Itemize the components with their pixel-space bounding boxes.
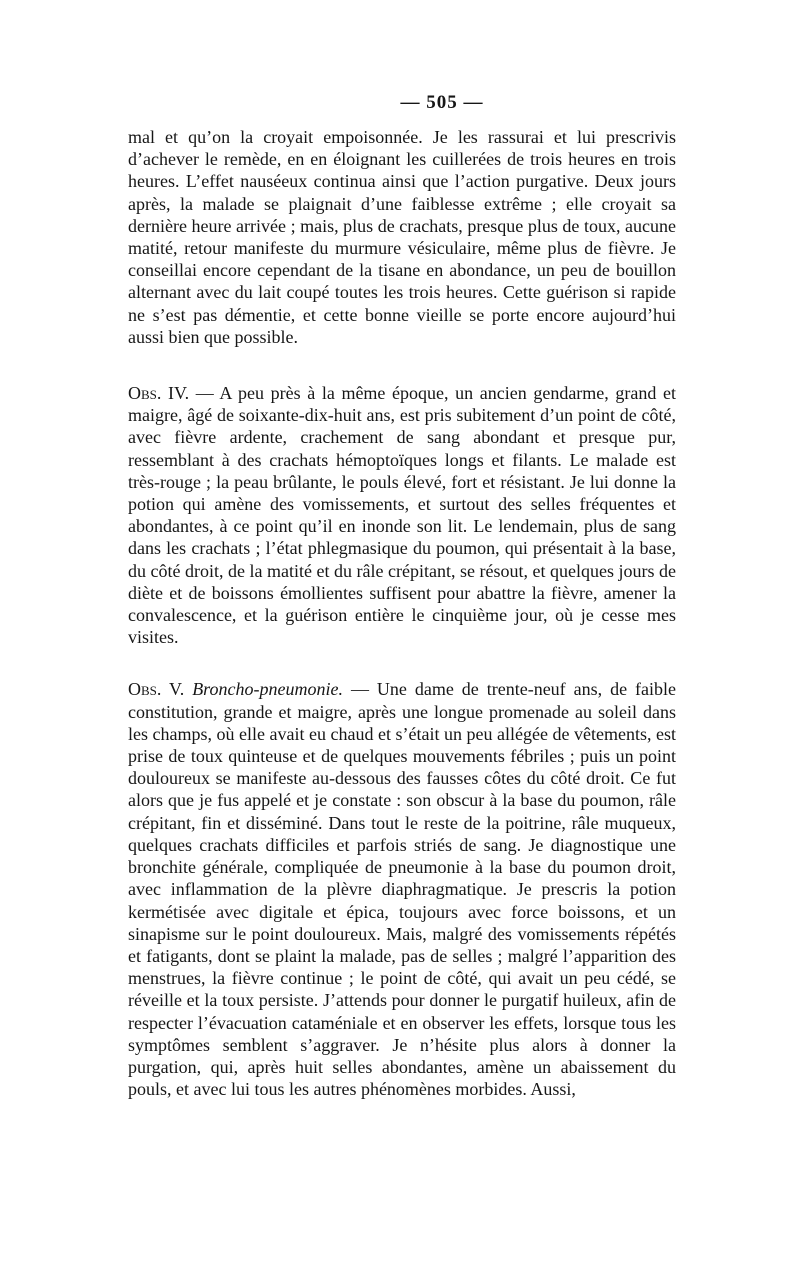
paragraph-continuation: mal et qu’on la croyait empoisonnée. Je les rassurai et lui prescrivis d’achever le remède, en en éloignant les cuillerées de trois heures en trois heures. L’effet nauséeux continua ainsi que l’action purgative. Deux jours après, la malade se plaignait d’une faiblesse extrême ; elle croyait sa dernière heure arrivée ; mais, plus de crachats, presque plus de toux, aucune matité, retour manifeste du murmure vésiculaire, même plus de fièvre. Je conseillai encore cependant de la tisane en abondance, un peu de bouillon alternant avec du lait coupé toutes les trois heures. Cette guérison si rapide ne s’est pas démentie, et cette bonne vieille se porte encore aujourd’hui aussi bien que possible. xyxy=(128,127,676,347)
observation-4-text: — A peu près à la même époque, un ancien gendarme, grand et maigre, âgé de soixante-dix-huit ans, est pris subitement d’un point de côté, avec fièvre ardente, crachement de sang abondant et presque pur, ressemblant à des crachats hémoptoïques longs et filants. Le malade est très-rouge ; la peau brûlante, le pouls élevé, fort et résistant. Je lui donne la potion qui amène des vomissements, et surtout des selles fréquentes et abondantes, à ce point qu’il en inonde son lit. Le lendemain, plus de sang dans les crachats ; l’état phlegmasique du poumon, qui présentait à la base, du côté droit, de la matité et du râle crépitant, se résout, et quelques jours de diète et de boissons émollientes suffisent pour abattre la fièvre, amener la convalescence, et la guérison entière le cinquième jour, où je cesse mes visites. xyxy=(128,383,676,648)
observation-5-title: Broncho-pneumonie. xyxy=(192,679,343,700)
book-page xyxy=(128,92,676,1100)
observation-5-label: Obs. V. xyxy=(128,679,185,700)
observation-5-text: — Une dame de trente-neuf ans, de faible constitution, grande et maigre, après une longue promenade au soleil dans les champs, où elle avait eu chaud et s’était un peu allégée de vêtements, est prise de toux quinteuse et de quelques mouvements fébriles ; puis un point douloureux se manifeste au-dessous des fausses côtes du côté droit. Ce fut alors que je fus appelé et je constate : son obscur à la base du poumon, râle crépitant, fin et disséminé. Dans tout le reste de la poitrine, râle muqueux, quelques crachats difficiles et parfois striés de sang. Je diagnostique une bronchite générale, compliquée de pneumonie à la base du poumon droit, avec inflammation de la plèvre diaphragmatique. Je prescris la potion kermétisée avec digitale et épica, toujours avec force boissons, et un sinapisme sur le point douloureux. Mais, malgré des vomissements répétés et fatigants, dont se plaint la malade, pas de selles ; malgré l’apparition des menstrues, la fièvre continue ; le point de côté, qui avait un peu cédé, se réveille et la toux persiste. J’attends pour donner le purgatif huileux, afin de respecter l’évacuation cataméniale et en observer les effets, lorsque tous les symptômes semblent s’aggraver. Je n’hésite plus alors à donner la purgation, qui, après huit selles abondantes, amène un abaissement du pouls, et avec lui tous les autres phénomènes morbides. Aussi, xyxy=(128,679,677,1100)
observation-4 xyxy=(128,382,676,648)
paragraph-gap xyxy=(128,348,676,382)
observation-4-label: Obs. IV. xyxy=(128,383,190,404)
paragraph-gap xyxy=(128,648,676,678)
observation-5 xyxy=(128,678,676,1100)
page-number: — 505 — xyxy=(400,92,484,113)
